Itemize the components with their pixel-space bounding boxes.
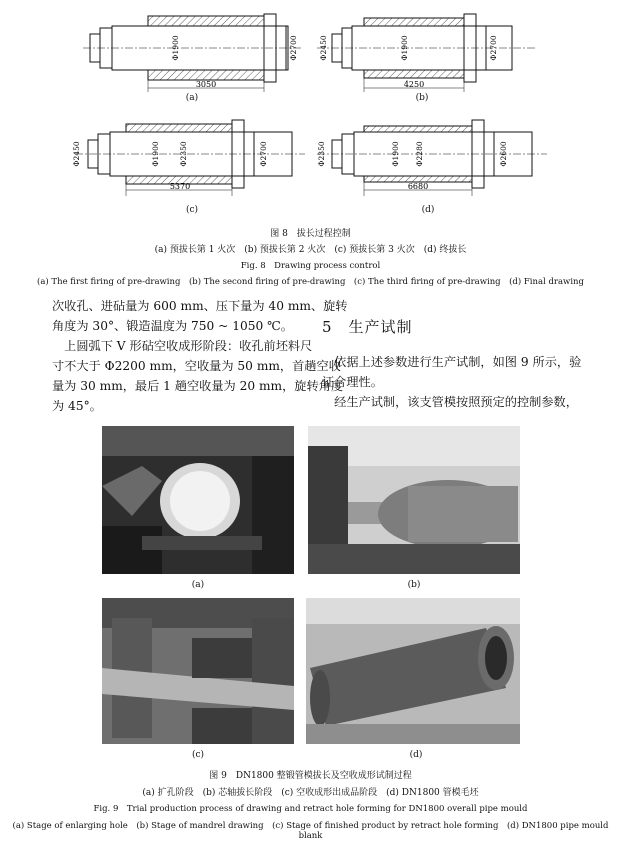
fig9-subcaption-en: (a) Stage of enlarging hole (b) Stage of mandrel drawing (c) Stage of finished product by retract hole forming (d) DN1800 pipe mould blank: [12, 821, 609, 841]
fig8-title-en: Fig. 8 Drawing process control: [240, 261, 381, 271]
fig9-title-zh: 图 9 DN1800 整锻管模拔长及空收成形试制过程: [209, 771, 412, 781]
dim-length: 4250: [403, 80, 425, 89]
section-heading: 5 生产试制: [322, 318, 413, 336]
dim-length: 6680: [407, 182, 429, 191]
dim-left: Φ2350: [317, 141, 326, 167]
dim-inner: Φ1900: [400, 35, 409, 61]
fig8-label-c: (c): [185, 205, 199, 215]
fig8-panel-c: [70, 112, 310, 212]
fig8-title-zh: 图 8 拔长过程控制: [270, 229, 351, 239]
left-line-4: 寸不大于 Φ2200 mm，空收量为 50 mm，首趟空收: [52, 359, 341, 373]
dim-mid: Φ2280: [415, 141, 424, 167]
fig9-title-en: Fig. 9 Trial production process of drawing and retract hole forming for DN1800 overall pipe mould: [93, 804, 528, 814]
photo-mandrel-drawing: [308, 426, 520, 574]
dim-inner: Φ1900: [151, 141, 160, 167]
fig8-panel-a: [78, 6, 308, 106]
fig8-panel-b: [312, 6, 542, 106]
fig8-label-b: (b): [415, 93, 429, 103]
fig8-subcaption-en: (a) The first firing of pre-drawing (b) The second firing of pre-drawing (c) The third firing of pre-drawing (d) Final drawing: [37, 277, 584, 287]
dim-length: 3050: [195, 80, 217, 89]
right-line-3: 经生产试制，该支管模按照预定的控制参数，: [322, 395, 578, 409]
dim-left: Φ2450: [319, 35, 328, 61]
dim-outer: Φ2700: [489, 35, 498, 61]
dim-inner: Φ1900: [391, 141, 400, 167]
dim-length: 5370: [169, 182, 191, 191]
fig9-label-a: (a): [191, 580, 205, 590]
left-line-6: 为 45°。: [52, 399, 102, 413]
left-line-1: 次收孔、进砧量为 600 mm、压下量为 40 mm、旋转: [52, 299, 348, 313]
left-line-5: 量为 30 mm，最后 1 趟空收量为 20 mm，旋转角度: [52, 379, 344, 393]
right-line-1: 依据上述参数进行生产试制，如图 9 所示，验: [322, 355, 582, 369]
fig8-subcaption-zh: (a) 预拔长第 1 火次 (b) 预拔长第 2 火次 (c) 预拔长第 3 火次 (d) 终拔长: [154, 245, 467, 255]
dim-left: Φ2450: [72, 141, 81, 167]
fig9-label-d: (d): [409, 750, 423, 760]
fig9-label-c: (c): [191, 750, 205, 760]
photo-retract-hole: [102, 598, 294, 744]
photo-enlarging-hole: [102, 426, 294, 574]
dim-inner: Φ1900: [171, 35, 180, 61]
dim-outer: Φ2700: [289, 35, 298, 61]
photo-pipe-mould-blank: [306, 598, 520, 744]
dim-outer: Φ2700: [259, 141, 268, 167]
left-line-2: 角度为 30°、锻造温度为 750 ~ 1050 ℃。: [52, 319, 293, 333]
fig8-label-d: (d): [421, 205, 435, 215]
dim-mid: Φ2350: [179, 141, 188, 167]
fig8-label-a: (a): [185, 93, 199, 103]
fig9-subcaption-zh: (a) 扩孔阶段 (b) 芯轴拔长阶段 (c) 空收成形出成品阶段 (d) DN1800 管模毛坯: [142, 788, 479, 798]
dim-outer: Φ2600: [499, 141, 508, 167]
fig8-panel-d: [312, 112, 552, 212]
left-line-3: 上圆弧下 V 形砧空收成形阶段：收孔前坯料尺: [52, 339, 313, 353]
right-line-2: 证合理性。: [322, 375, 383, 389]
fig9-label-b: (b): [407, 580, 421, 590]
